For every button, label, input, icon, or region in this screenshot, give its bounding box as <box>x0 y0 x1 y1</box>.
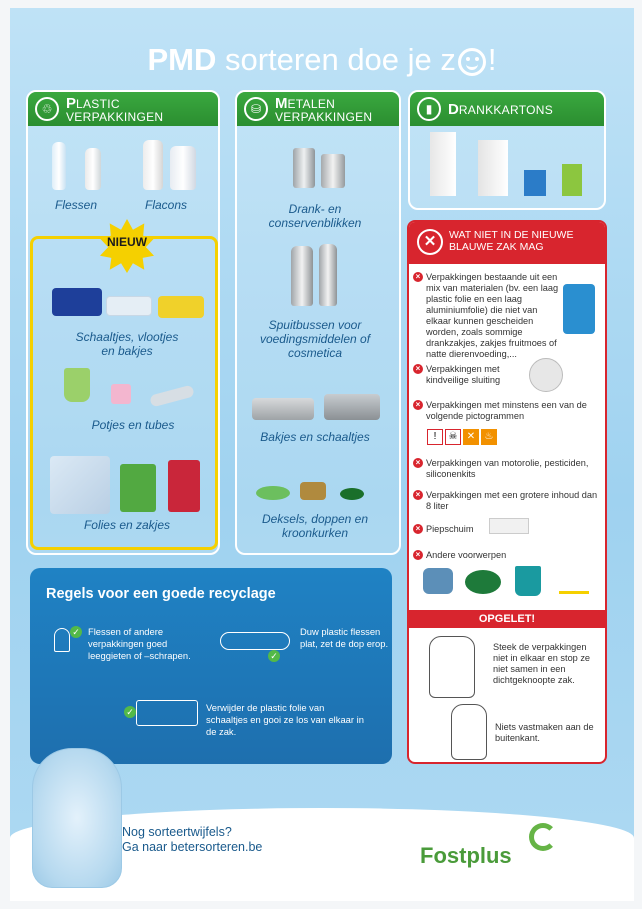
hose-image <box>465 570 501 594</box>
small-carton-image-2 <box>562 164 582 196</box>
hanger-image <box>559 568 589 594</box>
opgelet-header: OPGELET! <box>409 610 605 628</box>
juice-carton-image <box>478 140 508 196</box>
recycle-icon <box>529 823 557 851</box>
toy-image <box>423 568 453 594</box>
pouch-image <box>563 284 595 334</box>
folies-label: Folies en zakjes <box>83 518 171 532</box>
check-icon: ✓ <box>124 706 136 718</box>
footer-question: Nog sorteertwijfels? <box>122 825 232 839</box>
footer-text <box>122 825 262 855</box>
yogurt-image <box>111 384 131 404</box>
recycling-rules-panel <box>30 568 392 764</box>
bottle-image <box>85 148 101 190</box>
flacon-image-2 <box>170 146 196 190</box>
rule-piepschuim: × Piepschuim <box>413 524 493 535</box>
cross-icon: × <box>413 272 423 282</box>
rule-mixed-materials: × Verpakkingen bestaande uit een mix van materialen (bv. een laag plastic folie en een laag aluminiumfolie) die niet van elkaar kunnen gescheiden worden, zoals sommige drankzakjes, zakjes fruitmoes of natte dierenvoeding,... <box>413 272 561 360</box>
rule-foil: Verwijder de plastic folie van schaaltjes en gooi ze los van elkaar in de zak. <box>206 702 364 737</box>
cross-icon: × <box>413 364 423 374</box>
spuitbussen-label: Spuitbussen voor voedingsmiddelen of cosmetica <box>259 318 371 360</box>
spray-can-image <box>291 246 313 306</box>
tin-image <box>321 154 345 188</box>
footer-link[interactable]: Ga naar betersorteren.be <box>122 840 263 854</box>
flacons-label: Flacons <box>144 198 188 212</box>
water-bottle-image <box>52 142 66 190</box>
check-icon: ✓ <box>70 626 82 638</box>
smiley-icon <box>458 48 486 76</box>
crown-cap-image <box>340 488 364 500</box>
rule-flatten: Duw plastic flessen plat, zet de dop erop. <box>300 626 389 649</box>
check-icon: ✓ <box>268 650 280 662</box>
trays-image <box>52 288 102 316</box>
carton-icon: ▮ <box>417 97 441 121</box>
styrofoam-image <box>489 518 529 534</box>
flame-icon: ♨ <box>481 429 497 445</box>
tray-clear-image <box>106 296 152 316</box>
poster <box>10 8 634 901</box>
page-title: PMD sorteren doe je z ! <box>147 42 497 77</box>
deksels-label: Deksels, doppen en kroonkurken <box>261 512 369 540</box>
flattened-bottle-icon <box>220 632 290 650</box>
alu-tray-image-2 <box>324 394 380 420</box>
flacon-image <box>143 140 163 190</box>
rule-other: × Andere voorwerpen <box>413 550 563 561</box>
drankkartons-header: ▮ DRANKKARTONS <box>410 92 604 126</box>
not-allowed-header: ✕ WAT NIET IN DE NIEUWE BLAUWE ZAK MAG <box>409 222 605 264</box>
hazard-pictograms <box>427 426 499 445</box>
not-allowed-panel <box>407 220 607 764</box>
rule-nested: Steek de verpakkingen niet in elkaar en stop ze niet samen in een dichtgeknoopte zak. <box>493 642 591 685</box>
funnel-icon <box>54 628 70 652</box>
cross-icon: × <box>413 400 423 410</box>
nieuw-badge: NIEUW <box>107 235 147 249</box>
rule-childsafe: × Verpakkingen met kindveilige sluiting <box>413 364 523 386</box>
yellow-tray-image <box>158 296 204 318</box>
spray-can-image-2 <box>319 244 337 306</box>
cross-icon: × <box>413 458 423 468</box>
flessen-label: Flessen <box>54 198 98 212</box>
cup-image <box>64 368 90 402</box>
rule-8-liter: × Verpakkingen met een grotere inhoud dan 8 liter <box>413 490 599 512</box>
cross-icon: × <box>413 490 423 500</box>
corrosive-icon: ✕ <box>463 429 479 445</box>
plastic-header: ♲ PLASTIC VERPAKKINGEN <box>28 92 218 126</box>
schaaltjes-label: Schaaltjes, vlootjes en bakjes <box>75 330 179 358</box>
milk-carton-image <box>430 132 456 196</box>
alu-tray-image <box>252 398 314 420</box>
rule-no-attach: Niets vastmaken aan de buitenkant. <box>495 722 594 743</box>
tray-icon <box>136 700 198 726</box>
hazard-icon: ! <box>427 429 443 445</box>
nested-bag-image <box>429 636 475 698</box>
green-lid-image <box>256 486 290 500</box>
childsafe-cap-image <box>529 358 563 392</box>
red-bag-image <box>168 460 200 512</box>
skull-icon: ☠ <box>445 429 461 445</box>
bottle-icon: ♲ <box>35 97 59 121</box>
fostplus-logo: Fostplus <box>420 843 512 868</box>
blue-bag-image <box>32 748 122 888</box>
small-carton-image <box>524 170 546 196</box>
rule-empty: Flessen of andere verpakkingen goed leeggieten of –schrapen. <box>88 626 191 661</box>
cross-icon: ✕ <box>417 229 443 255</box>
bucket-image <box>515 566 541 596</box>
green-bag-image <box>120 464 156 512</box>
can-icon: ⛁ <box>244 97 268 121</box>
cap-image <box>300 482 326 500</box>
metalen-header: ⛁ METALEN VERPAKKINGEN <box>237 92 399 126</box>
potjes-label: Potjes en tubes <box>91 418 175 432</box>
can-image <box>293 148 315 188</box>
bakjes-label: Bakjes en schaaltjes <box>260 430 370 444</box>
bag-outline-image <box>451 704 487 760</box>
cross-icon: × <box>413 550 423 560</box>
rule-pictograms: × Verpakkingen met minstens een van de volgende pictogrammen <box>413 400 599 422</box>
rules-title: Regels voor een goede recyclage <box>46 586 276 602</box>
blikken-label: Drank- en conservenblikken <box>268 202 362 230</box>
cross-icon: × <box>413 524 423 534</box>
rule-motor-oil: × Verpakkingen van motorolie, pesticiden, siliconenkits <box>413 458 599 480</box>
foil-pack-image <box>50 456 110 514</box>
